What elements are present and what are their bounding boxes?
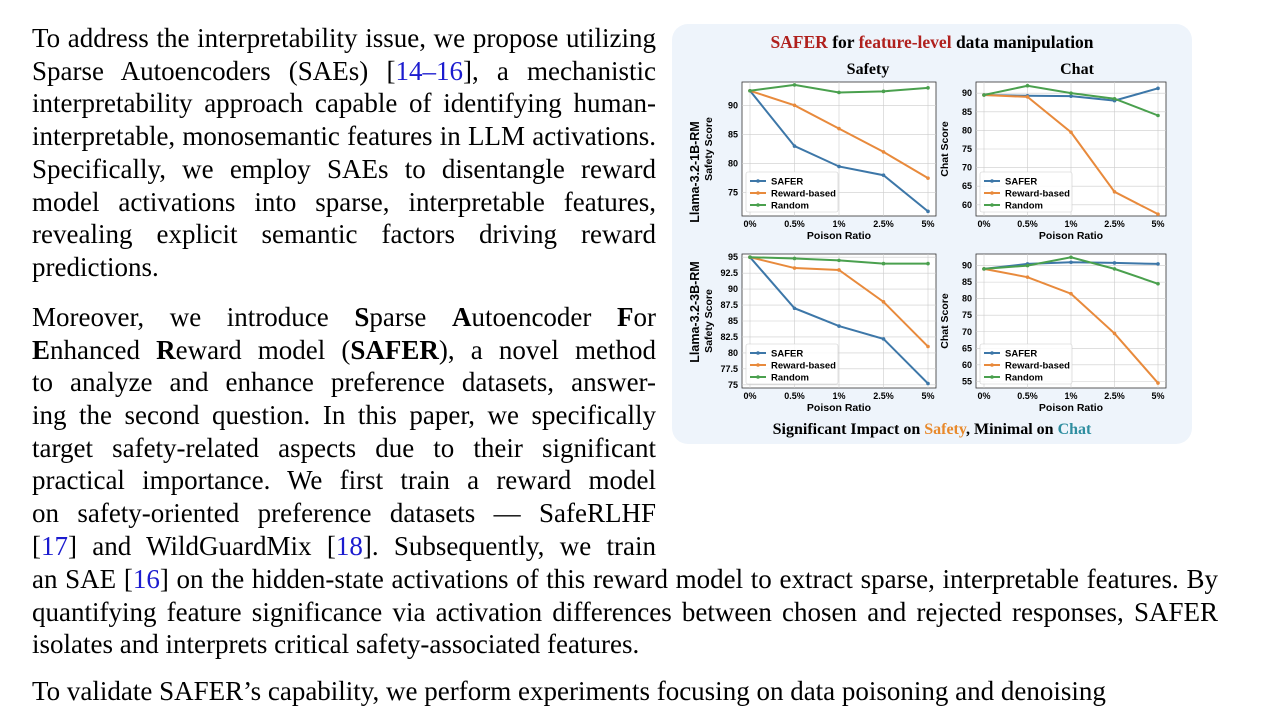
citation-link[interactable]: 16	[132, 564, 160, 594]
y-axis-label: Chat Score	[939, 293, 951, 349]
legend-marker	[990, 351, 994, 355]
data-point	[1156, 87, 1160, 91]
legend-label: Reward-based	[771, 360, 836, 372]
data-point	[793, 144, 797, 148]
chart-panel-4	[939, 254, 1166, 414]
row-label-3b: Llama-3.2-3B-RM	[688, 261, 702, 363]
data-point	[837, 127, 841, 131]
data-point	[1069, 260, 1073, 264]
y-tick-label: 75	[727, 187, 738, 198]
legend-marker	[756, 375, 760, 379]
text-line: [17] and WildGuardMix [18]. Subsequently, we train	[32, 530, 656, 561]
figure-title: SAFER for feature-level data manipulation	[770, 32, 1094, 52]
legend-marker	[756, 363, 760, 367]
data-point	[748, 255, 752, 259]
data-point	[1113, 190, 1117, 194]
y-tick-label: 55	[961, 376, 972, 387]
x-tick-label: 0%	[743, 391, 757, 401]
x-axis-label: Poison Ratio	[1038, 402, 1104, 414]
y-tick-label: 90	[727, 100, 738, 111]
y-tick-label: 90	[961, 260, 972, 271]
x-tick-label: 2.5%	[873, 219, 894, 229]
text-line: to analyze and enhance preference datasets, answer-	[32, 367, 656, 398]
column-title-safety: Safety	[846, 61, 890, 78]
citation-link[interactable]: 17	[41, 530, 68, 561]
data-point	[1026, 275, 1030, 279]
data-point	[1113, 332, 1117, 336]
y-tick-label: 65	[961, 181, 972, 192]
y-tick-label: 95	[727, 252, 738, 263]
legend-marker	[756, 203, 760, 207]
data-point	[837, 91, 841, 95]
legend-label: Random	[1005, 372, 1043, 384]
y-tick-label: 80	[727, 158, 738, 169]
x-tick-label: 2.5%	[1104, 391, 1125, 401]
x-axis-label: Poison Ratio	[806, 402, 872, 414]
data-point	[982, 93, 986, 97]
x-tick-label: 2.5%	[873, 391, 894, 401]
y-tick-label: 75	[961, 144, 972, 154]
legend-label: SAFER	[771, 176, 804, 188]
y-tick-label: 65	[961, 343, 972, 354]
legend-marker	[990, 203, 994, 207]
data-point	[793, 104, 797, 108]
data-point	[882, 90, 886, 94]
x-tick-label: 5%	[1151, 219, 1165, 229]
legend-label: Random	[771, 200, 809, 212]
data-point	[748, 89, 752, 93]
x-tick-label: 0%	[977, 391, 991, 401]
data-point	[882, 300, 886, 304]
y-tick-label: 90	[727, 284, 738, 295]
data-point	[1069, 130, 1073, 134]
x-tick-label: 0%	[743, 219, 757, 229]
legend-marker	[990, 363, 994, 367]
legend-label: Random	[1005, 200, 1043, 212]
y-axis-label: Safety Score	[703, 117, 715, 181]
x-tick-label: 1%	[832, 219, 846, 229]
text-line: practical importance. We first train a reward model	[32, 465, 656, 496]
text-line: Enhanced Reward model (SAFER), a novel method	[32, 334, 657, 365]
legend-marker	[990, 375, 994, 379]
data-point	[1026, 95, 1030, 99]
data-point	[1156, 114, 1160, 118]
y-tick-label: 92.5	[720, 268, 738, 279]
data-point	[793, 306, 797, 310]
y-tick-label: 90	[961, 88, 972, 99]
legend-label: Reward-based	[1005, 360, 1070, 372]
text-line: Moreover, we introduce Sparse Autoencoder For	[32, 302, 656, 332]
x-tick-label: 1%	[1064, 391, 1078, 401]
paragraph-safer-continued: an SAE [16] on the hidden-state activations of this reward model to extract sparse, interpretable features. By quantifying feature significance via activation differences between chosen and rejected responses, SAFER isolates and interprets critical safety-associated features.	[32, 564, 1218, 660]
legend-label: Reward-based	[1005, 188, 1070, 200]
data-point	[1156, 212, 1160, 216]
x-tick-label: 0.5%	[1017, 219, 1038, 229]
x-tick-label: 1%	[832, 391, 846, 401]
x-tick-label: 5%	[921, 219, 935, 229]
data-point	[926, 262, 930, 266]
data-point	[982, 267, 986, 271]
data-point	[926, 382, 930, 386]
y-tick-label: 87.5	[720, 300, 738, 311]
data-point	[926, 210, 930, 214]
figure-footer: Significant Impact on Safety, Minimal on Chat	[772, 421, 1092, 438]
data-point	[793, 266, 797, 270]
data-point	[793, 257, 797, 261]
y-tick-label: 75	[727, 379, 738, 390]
data-point	[1113, 267, 1117, 271]
legend-label: Reward-based	[771, 188, 836, 200]
paragraph-sae-intro	[32, 22, 656, 284]
legend-marker	[990, 191, 994, 195]
x-tick-label: 0%	[977, 219, 991, 229]
y-tick-label: 80	[727, 347, 738, 358]
y-tick-label: 75	[961, 310, 972, 321]
paragraph-text: To address the interpretability issue, we propose utilizing Sparse Autoencoders (SAEs) [	[32, 23, 656, 86]
paragraph-safer-intro	[32, 301, 656, 563]
data-point	[837, 268, 841, 272]
citation-link[interactable]: 14–16	[395, 55, 463, 86]
data-point	[837, 324, 841, 328]
data-point	[926, 86, 930, 90]
y-tick-label: 77.5	[720, 363, 738, 374]
data-point	[882, 262, 886, 266]
data-point	[837, 165, 841, 169]
data-point	[1069, 256, 1073, 260]
legend-label: SAFER	[771, 348, 804, 360]
data-point	[1156, 262, 1160, 266]
legend-marker	[990, 179, 994, 183]
data-point	[1113, 97, 1117, 101]
data-point	[1026, 84, 1030, 88]
x-tick-label: 1%	[1064, 219, 1078, 229]
x-tick-label: 2.5%	[1104, 219, 1125, 229]
paragraph-text: ], a mechanistic interpretability approach capable of identifying human-interpretable, monosemantic features in LLM activations. Specifically, we employ SAEs to disentangle reward model activations into sparse, interpretable features, revealing explicit semantic factors driving reward predictions.	[32, 55, 656, 282]
y-tick-label: 82.5	[720, 331, 738, 342]
data-point	[926, 176, 930, 180]
x-axis-label: Poison Ratio	[1038, 230, 1104, 242]
data-point	[882, 150, 886, 154]
y-axis-label: Chat Score	[939, 121, 951, 177]
column-title-chat: Chat	[1060, 61, 1094, 78]
data-point	[1069, 292, 1073, 296]
figure-2	[672, 24, 1192, 444]
legend-marker	[756, 351, 760, 355]
x-tick-label: 0.5%	[784, 391, 805, 401]
legend-label: SAFER	[1005, 348, 1038, 360]
y-tick-label: 80	[961, 125, 972, 136]
figure-svg	[672, 24, 1192, 444]
y-tick-label: 60	[961, 359, 972, 370]
y-tick-label: 70	[961, 326, 972, 337]
text-line: on safety-oriented preference datasets — SafeRLHF	[32, 498, 656, 529]
citation-link[interactable]: 18	[335, 530, 363, 561]
paragraph-validation: To validate SAFER’s capability, we perform experiments focusing on data poisoning and denoising	[32, 676, 1106, 706]
data-point	[926, 345, 930, 349]
chart-panel-1	[703, 82, 936, 242]
data-point	[1156, 381, 1160, 385]
row-label-1b: Llama-3.2-1B-RM	[688, 121, 702, 223]
legend-label: Random	[771, 372, 809, 384]
data-point	[1156, 282, 1160, 286]
y-tick-label: 80	[961, 293, 972, 304]
y-tick-label: 70	[961, 162, 972, 173]
data-point	[793, 83, 797, 87]
y-tick-label: 60	[961, 199, 972, 210]
legend-marker	[756, 191, 760, 195]
y-axis-label: Safety Score	[703, 289, 715, 353]
data-point	[1113, 261, 1117, 265]
x-tick-label: 5%	[921, 391, 935, 401]
data-point	[882, 173, 886, 177]
chart-panel-3	[703, 252, 936, 414]
data-point	[1026, 264, 1030, 268]
x-tick-label: 0.5%	[1017, 391, 1038, 401]
y-tick-label: 85	[961, 277, 972, 288]
y-tick-label: 85	[961, 106, 972, 117]
y-tick-label: 85	[727, 316, 738, 326]
y-tick-label: 85	[727, 129, 738, 140]
data-point	[882, 337, 886, 341]
x-tick-label: 0.5%	[784, 219, 805, 229]
chart-panel-2	[939, 82, 1166, 242]
text-line: ing the second question. In this paper, we specifically	[32, 400, 656, 431]
x-tick-label: 5%	[1151, 391, 1165, 401]
legend-marker	[756, 179, 760, 183]
text-line: target safety-related aspects due to their significant	[32, 432, 656, 463]
data-point	[1069, 91, 1073, 95]
data-point	[837, 259, 841, 263]
legend-label: SAFER	[1005, 176, 1038, 188]
x-axis-label: Poison Ratio	[806, 230, 872, 242]
